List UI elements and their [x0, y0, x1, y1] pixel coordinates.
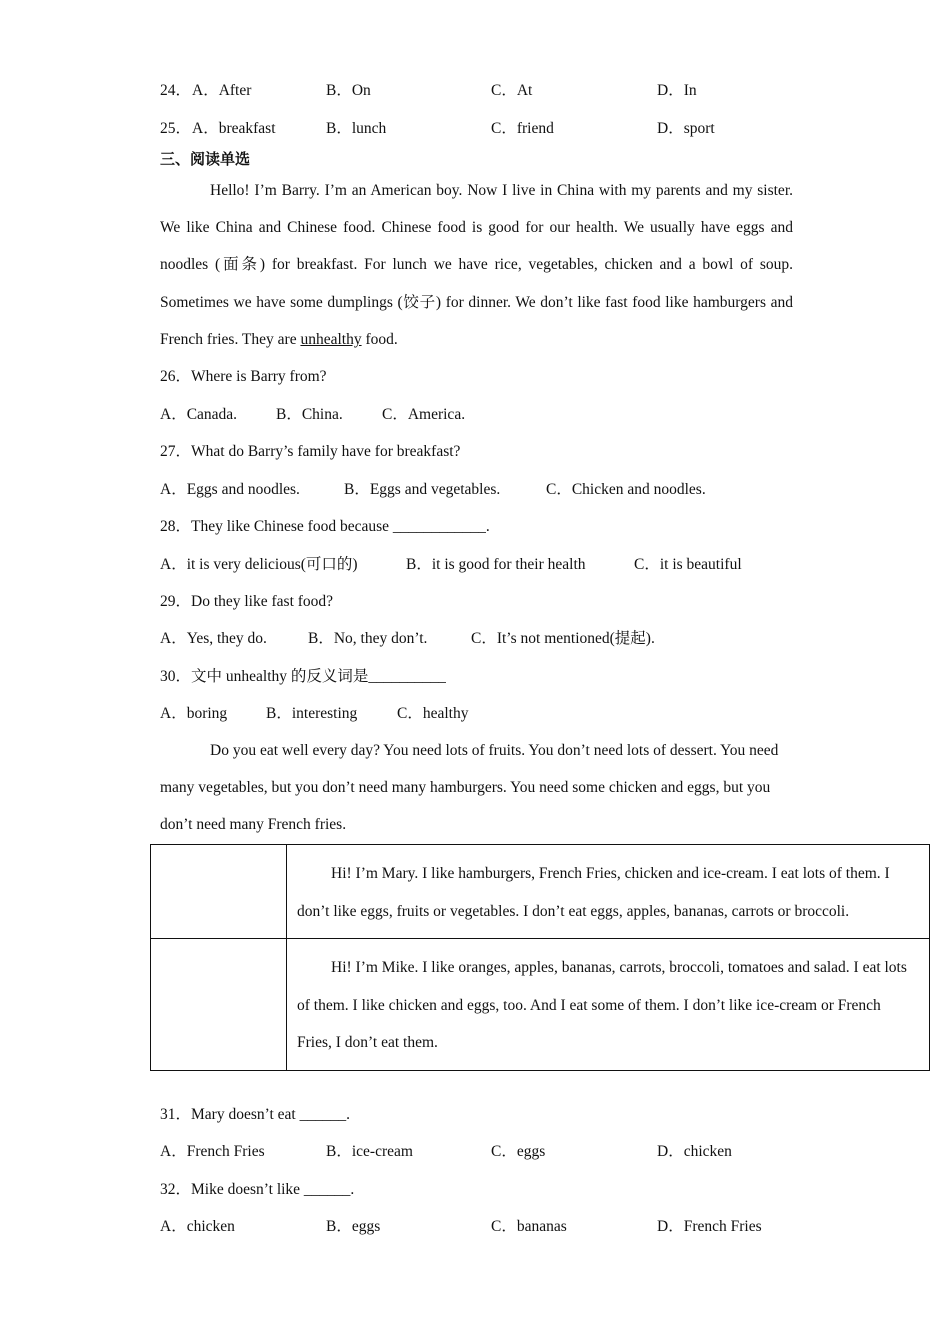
option-a: A．it is very delicious(可口的): [160, 556, 358, 573]
option-c: C．it is beautiful: [634, 556, 742, 573]
option-d: D．French Fries: [657, 1218, 762, 1235]
passage-text-end: food.: [361, 330, 398, 348]
question-28-stem: 28．They like Chinese food because ____________.: [160, 518, 490, 535]
option-c: C．Chicken and noodles.: [546, 481, 706, 498]
question-27-stem: 27．What do Barry’s family have for breakfast?: [160, 443, 461, 460]
option-b: B．No, they don’t.: [308, 630, 428, 647]
question-number: 25．: [160, 120, 192, 137]
question-30-stem: 30．文中 unhealthy 的反义词是__________: [160, 668, 446, 685]
option-a: A．After: [192, 82, 252, 99]
mike-text: Hi! I’m Mike. I like oranges, apples, bananas, carrots, broccoli, tomatoes and salad. I eat lots of them. I like chicken and eggs, too. And I eat some of them. I don’t like ice-cream or French Fries, I don’t eat them.: [297, 959, 907, 1051]
option-c: C．At: [491, 82, 533, 99]
option-d: D．sport: [657, 120, 715, 137]
mary-text: Hi! I’m Mary. I like hamburgers, French Fries, chicken and ice-cream. I eat lots of them. I don’t like eggs, fruits or vegetables. I don’t eat eggs, apples, bananas, carrots or broccoli.: [297, 865, 890, 920]
option-a: A．breakfast: [192, 120, 276, 137]
option-a: A．Yes, they do.: [160, 630, 267, 647]
option-b: B．China.: [276, 406, 343, 423]
option-a: A．boring: [160, 705, 228, 722]
reading-passage-2: [160, 732, 800, 844]
option-d: D．chicken: [657, 1143, 732, 1160]
passage-2-text: Do you eat well every day? You need lots of fruits. You don’t need lots of dessert. You need many vegetables, but you don’t need many hamburgers. You need some chicken and eggs, but you don’t need many French fries.: [160, 742, 779, 834]
question-31-stem: 31．Mary doesn’t eat ______.: [160, 1106, 350, 1123]
option-c: C．friend: [491, 120, 554, 137]
question-26-stem: 26．Where is Barry from?: [160, 368, 327, 385]
option-a: A．French Fries: [160, 1143, 265, 1160]
option-c: C．America.: [382, 406, 466, 423]
passage-text: Hello! I’m Barry. I’m an American boy. Now I live in China with my parents and my sister. We like China and Chinese food. Chinese food is good for our health. We usually have eggs and noodles (面条) for breakfast. For lunch we have rice, vegetables, chicken and a bowl of soup. Sometimes we have some dumplings (饺子) for dinner. We don’t like fast food like hamburgers and French fries. They are: [160, 182, 793, 348]
option-c: C．eggs: [491, 1143, 546, 1160]
option-b: B．it is good for their health: [406, 556, 586, 573]
option-b: B．On: [326, 82, 371, 99]
option-b: B．eggs: [326, 1218, 381, 1235]
profile-table: [150, 844, 930, 1071]
option-b: B．ice-cream: [326, 1143, 413, 1160]
option-a: A．chicken: [160, 1218, 235, 1235]
option-b: B．interesting: [266, 705, 358, 722]
question-32-stem: 32．Mike doesn’t like ______.: [160, 1181, 355, 1198]
option-c: C．It’s not mentioned(提起).: [471, 630, 655, 647]
option-a: A．Eggs and noodles.: [160, 481, 300, 498]
question-number: 24．: [160, 82, 192, 99]
option-c: C．healthy: [397, 705, 469, 722]
option-c: C．bananas: [491, 1218, 567, 1235]
picture-cell: [151, 845, 287, 939]
option-b: B．lunch: [326, 120, 387, 137]
mike-cell: [287, 939, 930, 1071]
picture-cell: [151, 939, 287, 1071]
mary-cell: [287, 845, 930, 939]
option-a: A．Canada.: [160, 406, 238, 423]
option-b: B．Eggs and vegetables.: [344, 481, 501, 498]
underlined-word: unhealthy: [300, 330, 362, 348]
table-row-mary: [151, 845, 930, 939]
reading-passage-1: [160, 172, 793, 358]
section-title: 三、阅读单选: [160, 150, 251, 168]
option-d: D．In: [657, 82, 697, 99]
question-29-stem: 29．Do they like fast food?: [160, 593, 334, 610]
table-row-mike: [151, 939, 930, 1071]
